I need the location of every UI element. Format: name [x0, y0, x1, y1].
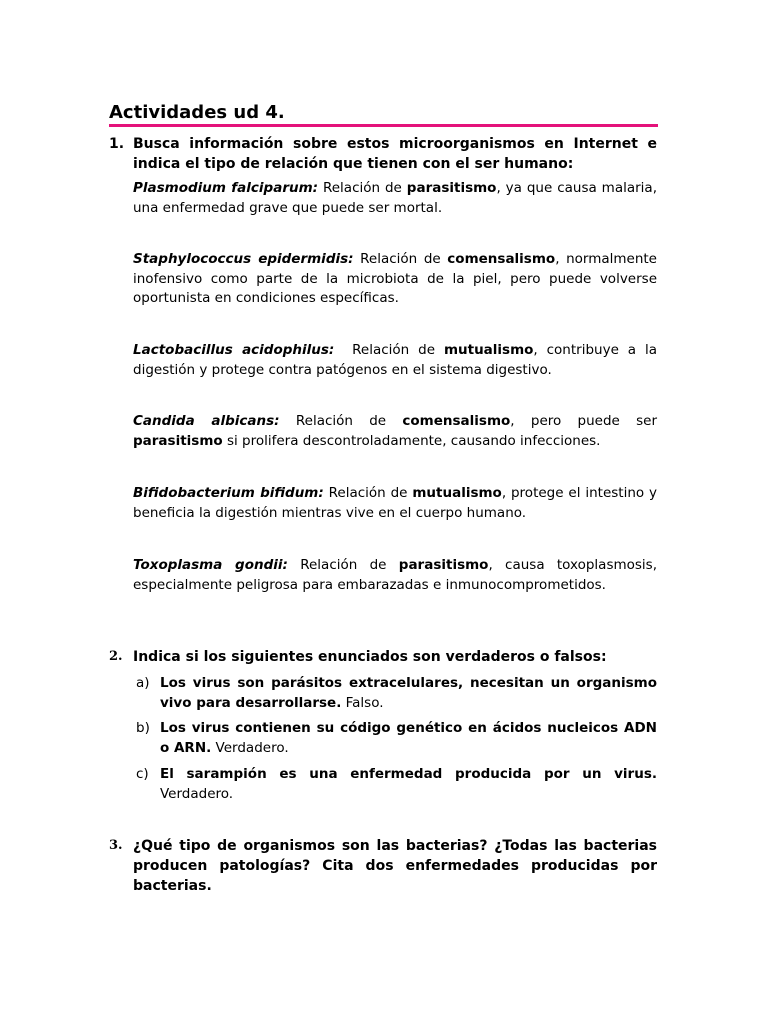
- item-b: [160, 718, 657, 758]
- question-1-text: Busca información sobre estos microorganismos en Internet e indica el tipo de relación que tienen con el ser humano:: [133, 136, 657, 172]
- entry-candida: Candida albicans: Relación de comensalismo, pero puede ser parasitismo si prolifera descontroladamente, causando infecciones.: [133, 413, 658, 449]
- entry-toxoplasma: Toxoplasma gondii: Relación de parasitismo, causa toxoplasmosis, especialmente peligrosa para embarazadas e inmunocomprometidos.: [133, 557, 658, 593]
- species-name: Toxoplasma gondii:: [133, 557, 288, 573]
- relation-type: comensalismo: [447, 251, 556, 267]
- item-c-letter: c): [136, 766, 149, 782]
- relation-type: mutualismo: [443, 342, 534, 358]
- species-name: Lactobacillus acidophilus:: [133, 342, 335, 358]
- answer: Verdadero.: [211, 740, 289, 756]
- species-name: Bifidobacterium bifidum:: [133, 485, 324, 501]
- relation-type: comensalismo: [402, 413, 511, 429]
- relation-type: parasitismo: [398, 557, 489, 573]
- entry-staphylococcus: Staphylococcus epidermidis: Relación de comensalismo, normalmente inofensivo como parte de la microbiota de la piel, pero puede volverse oportunista en condiciones específicas.: [133, 251, 657, 306]
- answer: Falso.: [341, 695, 384, 711]
- question-3-number: 3.: [109, 838, 123, 853]
- statement: Los virus contienen su código genético en ácidos nucleicos ADN o ARN.: [160, 720, 657, 756]
- relation-type: parasitismo: [406, 180, 497, 196]
- question-3-text: ¿Qué tipo de organismos son las bacterias? ¿Todas las bacterias producen patologías? Cita dos enfermedades producidas por bacterias.: [133, 838, 657, 894]
- item-c: [160, 764, 657, 804]
- species-name: Plasmodium falciparum:: [133, 180, 319, 196]
- species-name: Staphylococcus epidermidis:: [133, 251, 354, 267]
- entry-lactobacillus: Lactobacillus acidophilus: Relación de mutualismo, contribuye a la digestión y protege contra patógenos en el sistema digestivo.: [133, 342, 657, 378]
- answer: Verdadero.: [160, 786, 234, 802]
- species-name: Candida albicans:: [133, 413, 280, 429]
- relation-type-2: parasitismo: [133, 432, 223, 449]
- entry-bifidobacterium: Bifidobacterium bifidum: Relación de mutualismo, protege el intestino y beneficia la digestión mientras vive en el cuerpo humano.: [133, 485, 657, 521]
- question-2-text: Indica si los siguientes enunciados son verdaderos o falsos:: [133, 649, 607, 665]
- statement: Los virus son parásitos extracelulares, necesitan un organismo vivo para desarrollarse.: [160, 675, 657, 711]
- item-a: [160, 673, 657, 713]
- page-title: Actividades ud 4.: [109, 102, 285, 123]
- question-1-number: 1.: [109, 136, 125, 152]
- entry-plasmodium: Plasmodium falciparum: Relación de parasitismo, ya que causa malaria, una enfermedad grave que puede ser mortal.: [133, 180, 657, 216]
- question-2-number: 2.: [109, 649, 123, 664]
- relation-type: mutualismo: [412, 485, 502, 501]
- title-underline: [109, 124, 658, 127]
- statement: El sarampión es una enfermedad producida por un virus.: [160, 766, 657, 782]
- item-a-letter: a): [136, 675, 150, 691]
- item-b-letter: b): [136, 720, 150, 736]
